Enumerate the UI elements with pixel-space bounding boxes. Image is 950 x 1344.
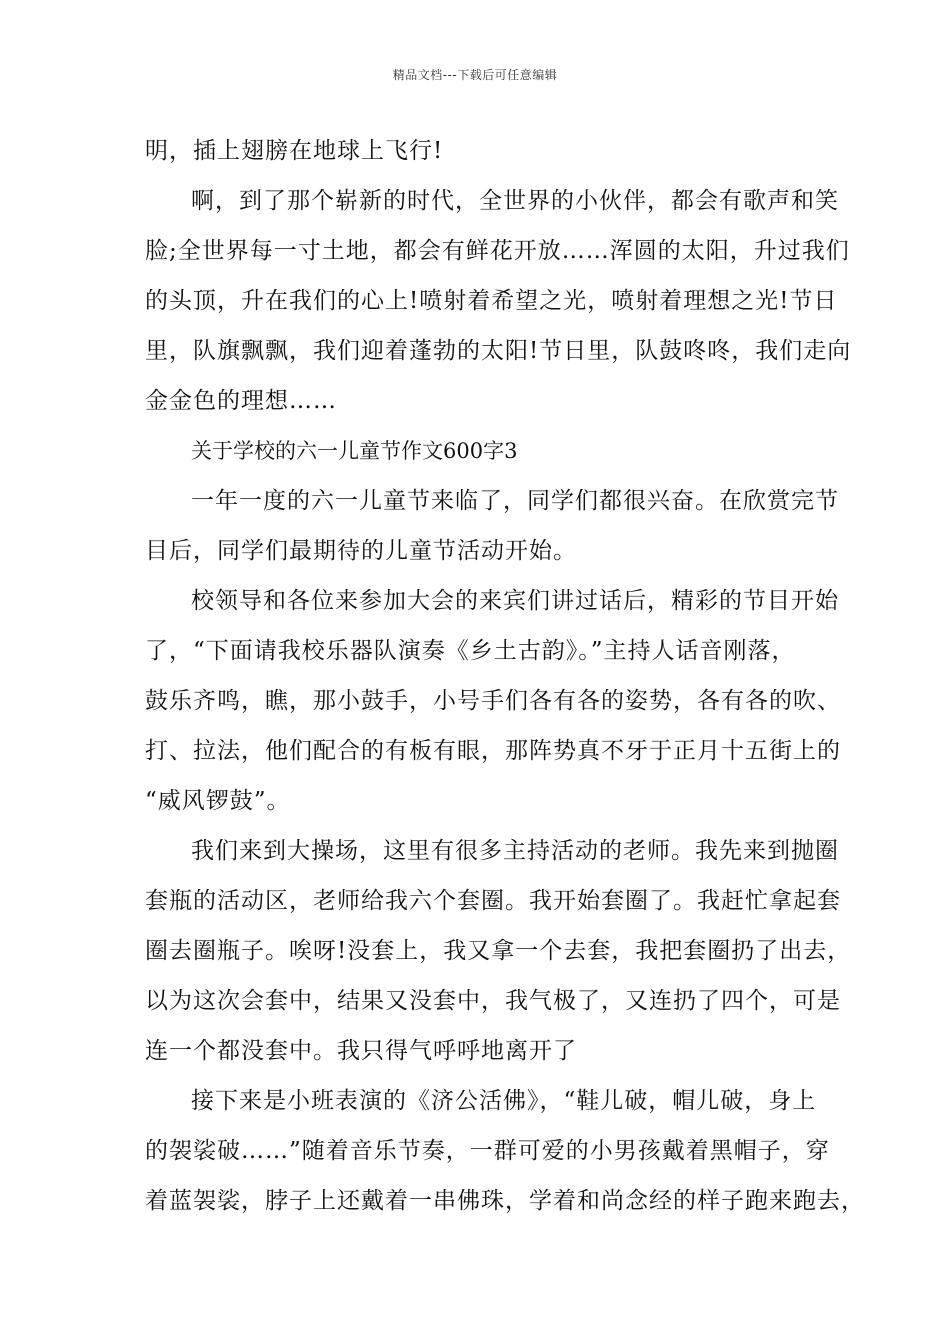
section-heading	[145, 426, 825, 476]
text-line: 着蓝袈裟，脖子上还戴着一串佛珠，学着和尚念经的样子跑来跑去，	[145, 1188, 865, 1214]
text-line: 圈去圈瓶子。唉呀!没套上，我又拿一个去套，我把套圈扔了出去，	[145, 938, 852, 964]
text-line: 脸;全世界每一寸土地，都会有鲜花开放……浑圆的太阳，升过我们	[145, 238, 850, 264]
text-line: 的袈裟破……”随着音乐节奏，一群可爱的小男孩戴着黑帽子，穿	[145, 1138, 830, 1164]
text-line: 啊，到了那个崭新的时代，全世界的小伙伴，都会有歌声和笑	[191, 188, 839, 214]
text-line: 接下来是小班表演的《济公活佛》，“鞋儿破，帽儿破，身上	[191, 1088, 817, 1114]
text-line: 校领导和各位来参加大会的来宾们讲过话后，精彩的节目开始	[191, 588, 839, 614]
text-line: 我们来到大操场，这里有很多主持活动的老师。我先来到抛圈	[191, 838, 839, 864]
text-line: 明，插上翅膀在地球上飞行!	[145, 138, 444, 164]
text-line: 金金色的理想……	[145, 388, 337, 414]
text-line: 鼓乐齐鸣，瞧，那小鼓手，小号手们各有各的姿势，各有各的吹、	[145, 688, 841, 714]
text-line: 打、拉法，他们配合的有板有眼，那阵势真不牙于正月十五街上的	[145, 738, 841, 764]
paragraph	[145, 1076, 865, 1226]
paragraph	[145, 826, 852, 1076]
text-line: 连一个都没套中。我只得气呼呼地离开了	[145, 1038, 577, 1064]
text-line: 目后，同学们最期待的儿童节活动开始。	[145, 538, 577, 564]
text-line: 以为这次会套中，结果又没套中，我气极了，又连扔了四个，可是	[145, 988, 841, 1014]
text-line: 套瓶的活动区，老师给我六个套圈。我开始套圈了。我赶忙拿起套	[145, 888, 841, 914]
text-line: 一年一度的六一儿童节来临了，同学们都很兴奋。在欣赏完节	[191, 488, 839, 514]
text-line: “威风锣鼓”。	[145, 788, 291, 814]
paragraph	[145, 126, 825, 176]
text-line: 的头顶，升在我们的心上!喷射着希望之光，喷射着理想之光!节日	[145, 288, 838, 314]
paragraph	[145, 576, 841, 826]
paragraph	[145, 476, 839, 576]
document-body	[145, 126, 865, 1226]
heading-text: 关于学校的六一儿童节作文600字3	[191, 439, 518, 463]
paragraph	[145, 176, 852, 426]
text-line: 里，队旗飘飘，我们迎着蓬勃的太阳!节日里，队鼓咚咚，我们走向	[145, 338, 852, 364]
text-line: 了，“下面请我校乐器队演奏《乡土古韵》。”主持人话音刚落，	[145, 638, 796, 664]
page-header: 精品文档---下载后可任意编辑	[392, 68, 558, 82]
